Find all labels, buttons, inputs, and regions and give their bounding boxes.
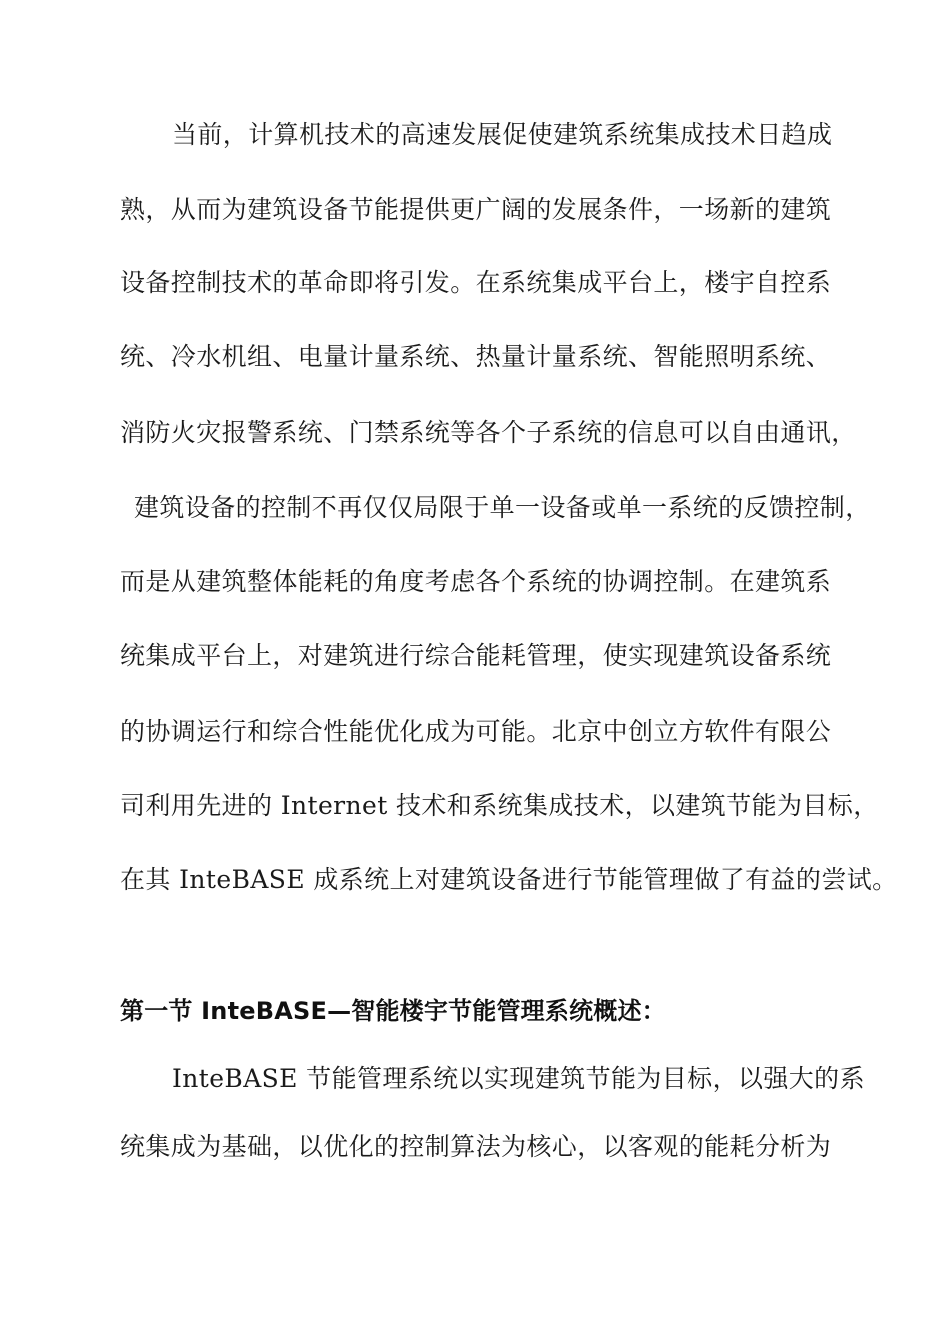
- section-heading: 第一节 InteBASE—智能楼宇节能管理系统概述：: [120, 997, 666, 1025]
- paragraph-line: 统集成为基础，以优化的控制算法为核心，以客观的能耗分析为: [120, 1132, 832, 1161]
- paragraph-line: 的协调运行和综合性能优化成为可能。北京中创立方软件有限公: [120, 717, 832, 746]
- paragraph-line: 当前，计算机技术的高速发展促使建筑系统集成技术日趋成: [172, 120, 833, 149]
- paragraph-line: 而是从建筑整体能耗的角度考虑各个系统的协调控制。在建筑系: [120, 567, 832, 596]
- paragraph-line: 在其 InteBASE 成系统上对建筑设备进行节能管理做了有益的尝试。: [120, 865, 898, 894]
- paragraph-line: 统集成平台上，对建筑进行综合能耗管理，使实现建筑设备系统: [120, 641, 832, 670]
- paragraph-line: 消防火灾报警系统、门禁系统等各个子系统的信息可以自由通讯，: [120, 418, 857, 447]
- paragraph-line: 设备控制技术的革命即将引发。在系统集成平台上，楼宇自控系: [120, 268, 832, 297]
- paragraph-line: 统、冷水机组、电量计量系统、热量计量系统、智能照明系统、: [120, 342, 832, 371]
- paragraph-line: InteBASE 节能管理系统以实现建筑节能为目标，以强大的系: [172, 1064, 865, 1093]
- paragraph-line: 司利用先进的 Internet 技术和系统集成技术，以建筑节能为目标，: [120, 791, 879, 820]
- paragraph-line: 熟，从而为建筑设备节能提供更广阔的发展条件，一场新的建筑: [120, 195, 832, 224]
- paragraph-line: 建筑设备的控制不再仅仅局限于单一设备或单一系统的反馈控制，: [134, 493, 871, 522]
